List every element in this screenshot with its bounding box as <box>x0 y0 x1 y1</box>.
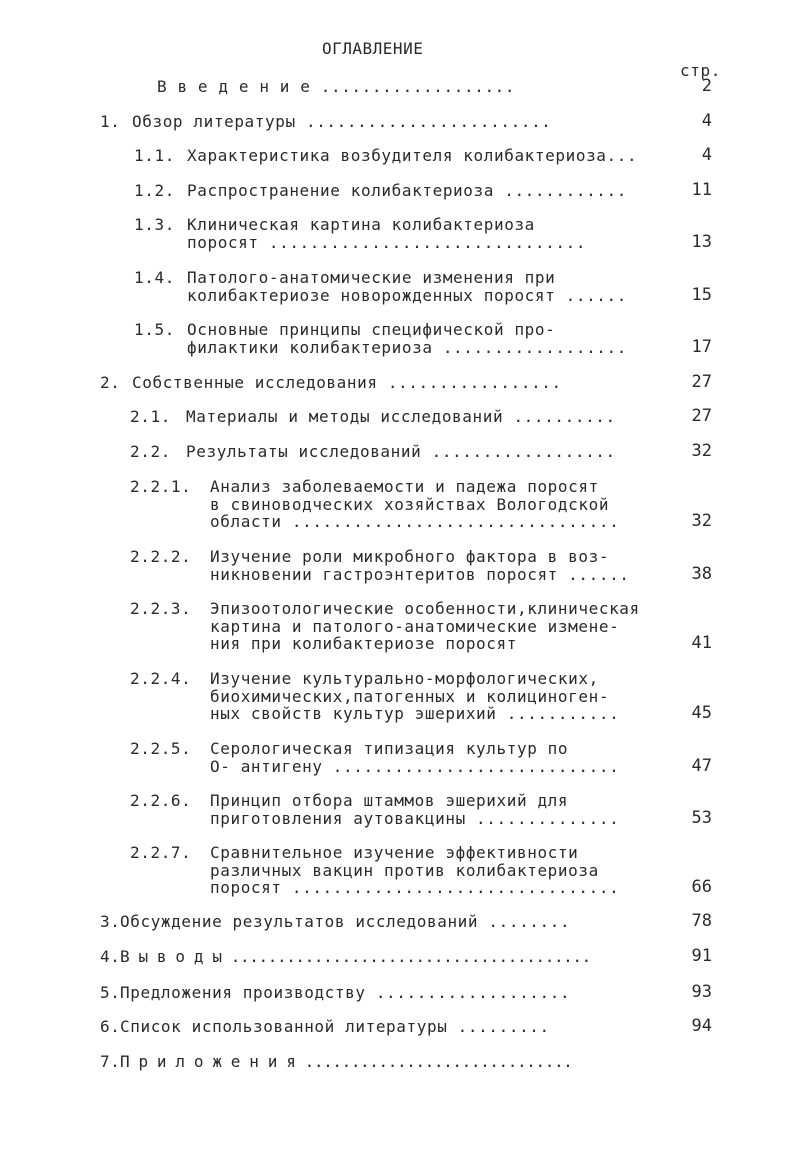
toc-entry-text: П р и л о ж е н и я ............................. <box>120 1052 573 1071</box>
toc-entry-number: 4. <box>100 947 121 966</box>
toc-entry-number: 1. <box>100 112 121 131</box>
toc-entry-number: 2.2.1. <box>130 477 192 496</box>
toc-entry-text: поросят ................................ <box>210 878 620 897</box>
toc-entry-page: 15 <box>691 285 712 305</box>
toc-entry-text: биохимических,патогенных и колициноген- <box>210 687 610 706</box>
toc-entry-page: 27 <box>691 406 712 426</box>
toc-entry-text: Серологическая типизация культур по <box>210 739 569 758</box>
toc-entry-number: 7. <box>100 1052 121 1071</box>
toc-entry-text: приготовления аутовакцины .............. <box>210 809 620 828</box>
toc-entry-number: 2.2.2. <box>130 547 192 566</box>
toc-entry-number: 6. <box>100 1017 121 1036</box>
toc-entry-number: 1.1. <box>134 146 175 165</box>
toc-entry-number: 2.2. <box>130 442 171 461</box>
toc-entry-text: Распространение колибактериоза ............ <box>187 181 628 200</box>
toc-entry-text: Клиническая картина колибактериоза <box>187 215 535 234</box>
toc-entry-number: 2.2.3. <box>130 599 192 618</box>
toc-entry-number: 1.3. <box>134 215 175 234</box>
toc-entry-text: области ................................ <box>210 512 620 531</box>
toc-entry-page: 4 <box>701 111 712 131</box>
toc-entry-page: 45 <box>691 703 712 723</box>
toc-entry-page: 66 <box>691 877 712 897</box>
toc-entry-text: различных вакцин против колибактериоза <box>210 861 599 880</box>
toc-entry-text: Основные принципы специфической про- <box>187 320 556 339</box>
toc-entry-number: 5. <box>100 983 121 1002</box>
toc-entry-text: В в е д е н и е ................... <box>157 77 516 96</box>
toc-entry-text: Предложения производству ................... <box>120 983 571 1002</box>
toc-entry-page: 27 <box>691 372 712 392</box>
toc-entry-page: 4 <box>701 145 712 165</box>
toc-entry-page: 13 <box>691 232 712 252</box>
toc-entry-page: 38 <box>691 564 712 584</box>
toc-entry-page: 78 <box>691 911 712 931</box>
toc-entry-text: Обсуждение результатов исследований ........ <box>120 912 571 931</box>
toc-entry-text: О- антигену ............................ <box>210 757 620 776</box>
toc-entry-number: 1.5. <box>134 320 175 339</box>
toc-entry-number: 1.2. <box>134 181 175 200</box>
toc-entry-text: Список использованной литературы ......... <box>120 1017 550 1036</box>
toc-entry-text: филактики колибактериоза .................. <box>187 338 628 357</box>
toc-entry-page: 41 <box>691 633 712 653</box>
toc-entry-text: Патолого-анатомические изменения при <box>187 268 556 287</box>
toc-entry-text: Обзор литературы ........................ <box>132 112 552 131</box>
toc-entry-number: 2.2.5. <box>130 739 192 758</box>
page-column-label: стр. <box>680 61 721 80</box>
toc-entry-number: 1.4. <box>134 268 175 287</box>
toc-entry-text: Изучение роли микробного фактора в воз- <box>210 547 610 566</box>
toc-entry-page: 93 <box>691 982 712 1002</box>
toc-entry-text: никновении гастроэнтеритов поросят ...... <box>210 565 630 584</box>
toc-entry-number: 2.2.6. <box>130 791 192 810</box>
toc-entry-number: 2.2.7. <box>130 843 192 862</box>
toc-entry-text: Материалы и методы исследований .......... <box>186 407 616 426</box>
toc-entry-text: В ы в о д ы ....................................... <box>120 947 591 966</box>
toc-entry-text: Принцип отбора штаммов эшерихий для <box>210 791 569 810</box>
toc-entry-number: 2.1. <box>130 407 171 426</box>
toc-entry-page: 2 <box>701 76 712 96</box>
toc-entry-page: 91 <box>691 946 712 966</box>
toc-entry-text: картина и патолого-анатомические измене- <box>210 617 620 636</box>
toc-entry-page: 47 <box>691 756 712 776</box>
page-title: ОГЛАВЛЕНИЕ <box>322 39 424 58</box>
toc-entry-text: Анализ заболеваемости и падежа поросят <box>210 477 599 496</box>
toc-entry-text: Собственные исследования ................. <box>132 373 562 392</box>
toc-entry-page: 32 <box>691 441 712 461</box>
toc-entry-text: Характеристика возбудителя колибактериоза... <box>187 146 638 165</box>
toc-entry-text: Сравнительное изучение эффективности <box>210 843 579 862</box>
toc-entry-page: 11 <box>691 180 712 200</box>
toc-entry-text: ных свойств культур эшерихий ........... <box>210 704 620 723</box>
toc-entry-text: колибактериозе новорожденных поросят ...... <box>187 286 628 305</box>
toc-entry-text: Результаты исследований .................. <box>186 442 616 461</box>
toc-entry-page: 53 <box>691 808 712 828</box>
toc-entry-text: Изучение культурально-морфологических, <box>210 669 599 688</box>
toc-entry-page: 17 <box>691 337 712 357</box>
toc-entry-number: 3. <box>100 912 121 931</box>
toc-entry-page: 94 <box>691 1016 712 1036</box>
toc-entry-page: 32 <box>691 511 712 531</box>
toc-entry-text: ния при колибактериозе поросят <box>210 634 517 653</box>
toc-entry-text: поросят ............................... <box>187 233 587 252</box>
toc-entry-text: в свиноводческих хозяйствах Вологодской <box>210 495 610 514</box>
toc-entry-text: Эпизоотологические особенности,клиническая <box>210 599 640 618</box>
toc-entry-number: 2. <box>100 373 121 392</box>
toc-entry-number: 2.2.4. <box>130 669 192 688</box>
